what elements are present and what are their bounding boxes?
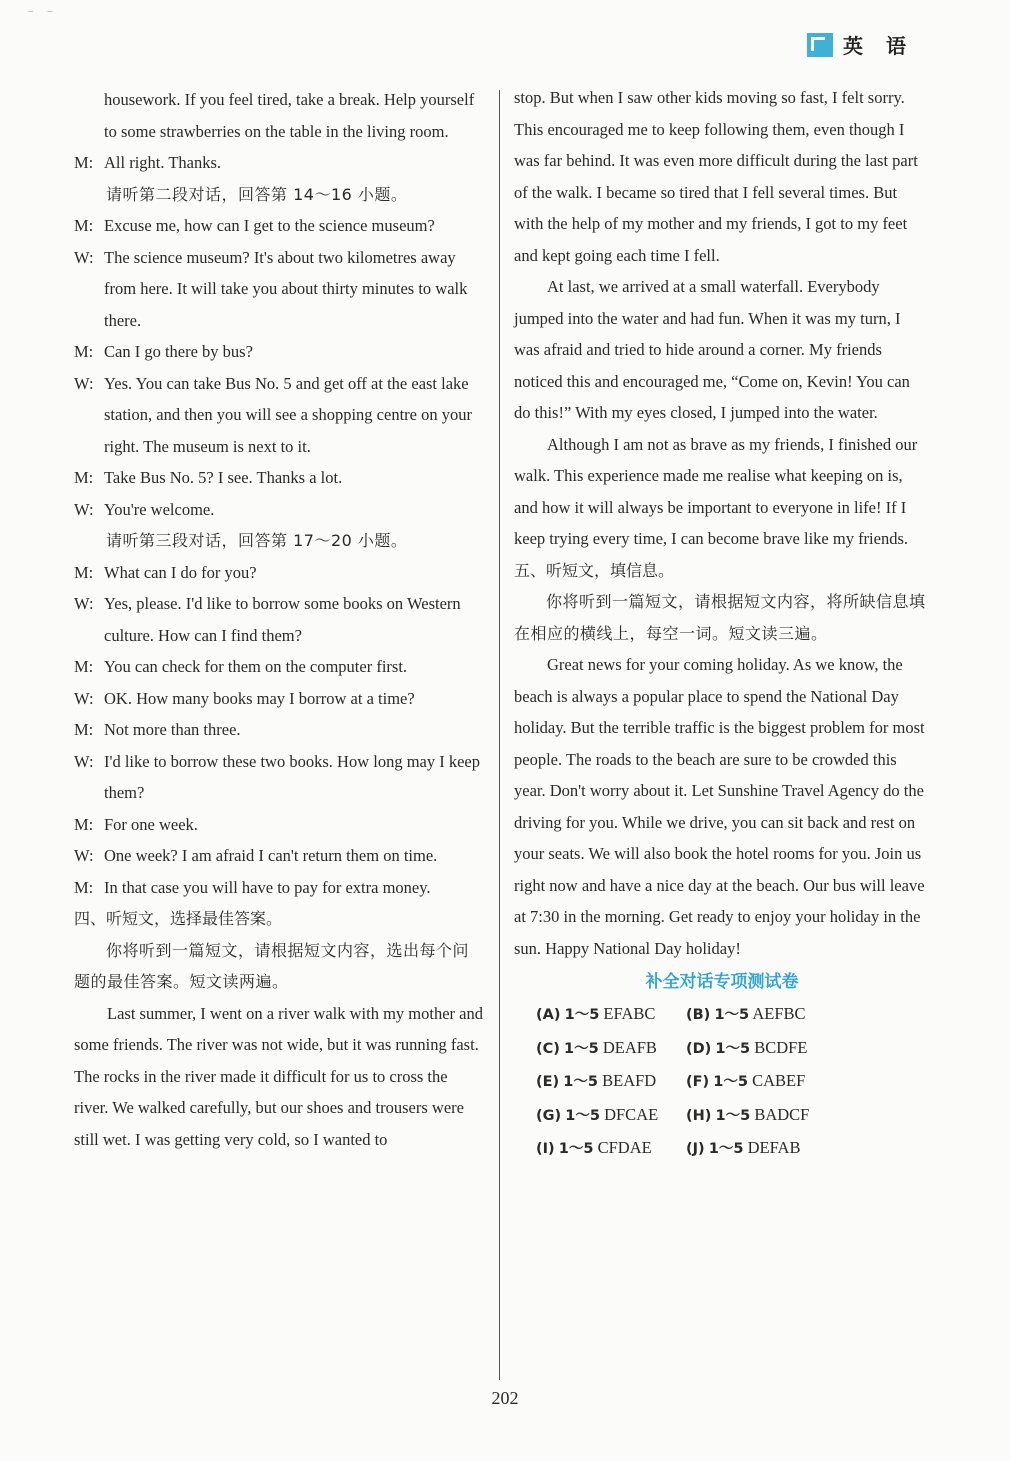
section-heading: 四、听短文，选择最佳答案。: [74, 909, 283, 928]
dialogue-line: [74, 368, 484, 463]
column-divider: [499, 90, 500, 1380]
answer-label: (C): [536, 1040, 560, 1057]
answer-label: (D): [686, 1040, 712, 1057]
answer-item: [536, 1132, 686, 1166]
answer-label: (G): [536, 1107, 562, 1124]
answer-value: CABEF: [752, 1071, 806, 1090]
instruction-text: 请听第三段对话，回答第 17～20 小题。: [106, 531, 408, 550]
speaker-label: W:: [74, 499, 94, 519]
answer-item: [686, 998, 876, 1032]
passage-paragraph: Last summer, I went on a river walk with my mother and some friends. The river was not wide, but it was running fast. The rocks in the river made it difficult for us to cross the river. We walked carefully, but our shoes and trousers were still wet. I was getting very cold, so I wanted to: [74, 1003, 483, 1149]
dialogue-line: [74, 210, 484, 242]
dialogue-line: [74, 714, 484, 746]
dialogue-text: Take Bus No. 5? I see. Thanks a lot.: [104, 468, 343, 487]
dialogue-text: For one week.: [104, 814, 198, 834]
answer-item: [686, 1032, 876, 1066]
answer-item: [536, 998, 686, 1032]
answer-label: (I): [536, 1141, 555, 1157]
dialogue-text: The science museum? It's about two kilometres away from here. It will take you about thirty minutes to walk there.: [104, 247, 468, 330]
answer-range: 1～5: [715, 1107, 751, 1124]
instruction-text: 你将听到一篇短文，请根据短文内容，将所缺信息填在相应的横线上，每空一词。短文读三遍。: [514, 592, 926, 643]
dialogue-text: OK. How many books may I borrow at a time?: [104, 688, 415, 708]
speaker-label: M:: [74, 468, 94, 487]
corner-marks: – –: [28, 6, 59, 17]
answer-value: BADCF: [754, 1104, 810, 1124]
dialogue-line: [74, 588, 484, 651]
answer-range: 1～5: [564, 1040, 599, 1057]
speaker-label: M:: [74, 657, 94, 676]
speaker-label: W:: [74, 846, 94, 865]
speaker-label: M:: [74, 153, 94, 172]
passage-paragraph: stop. But when I saw other kids moving so fast, I felt sorry. This encouraged me to keep following them, even though I was far behind. It was even more difficult during the last part of the walk. I became so tired that I fell several times. But with the help of my mother and my friends, I got to my feet and kept going each time I fell.: [514, 88, 918, 265]
left-column: [74, 84, 484, 1155]
answer-value: DEAFB: [602, 1037, 657, 1057]
subject-title: 英 语: [843, 34, 914, 58]
answer-label: (H): [686, 1107, 712, 1124]
speaker-label: W:: [74, 373, 94, 393]
speaker-label: M:: [74, 877, 94, 897]
answer-value: CFDAE: [597, 1138, 652, 1157]
dialogue-text: One week? I am afraid I can't return them on time.: [104, 846, 438, 865]
answer-value: AEFBC: [752, 1004, 806, 1023]
dialogue-line: [74, 746, 484, 809]
dialogue-text: Can I go there by bus?: [104, 342, 253, 361]
answer-range: 1～5: [565, 1107, 600, 1124]
answer-value: DFCAE: [604, 1104, 659, 1124]
dialogue-text: Not more than three.: [104, 720, 241, 739]
answer-value: BCDFE: [754, 1037, 808, 1057]
speaker-label: W:: [74, 594, 94, 613]
answer-item: [686, 1065, 876, 1099]
right-column: [514, 82, 930, 1166]
speaker-label: M:: [74, 342, 94, 361]
answer-grid: [536, 998, 930, 1166]
dialogue-line: [74, 242, 484, 337]
answer-value: EFABC: [603, 1004, 656, 1023]
answer-range: 1～5: [713, 1074, 748, 1090]
section-heading: 五、听短文，填信息。: [514, 560, 675, 580]
dialogue-line: [74, 147, 484, 179]
dialogue-text: In that case you will have to pay for extra money.: [104, 877, 431, 897]
speaker-label: M:: [74, 814, 94, 834]
answer-range: 1～5: [708, 1141, 744, 1157]
speaker-label: W:: [74, 751, 94, 771]
dialogue-text: You can check for them on the computer first.: [104, 657, 408, 676]
dialogue-line: [74, 651, 484, 683]
answer-range: 1～5: [563, 1074, 598, 1090]
dialogue-text: Yes, please. I'd like to borrow some books on Western culture. How can I find them?: [104, 594, 461, 645]
answer-item: [686, 1099, 876, 1133]
dialogue-text: All right. Thanks.: [104, 153, 222, 172]
dialogue-line: [74, 872, 484, 904]
answer-section-title: 补全对话专项测试卷: [645, 972, 799, 992]
subject-badge-icon: [807, 33, 833, 57]
dialogue-text: What can I do for you?: [104, 562, 257, 582]
dialogue-text: Yes. You can take Bus No. 5 and get off at the east lake station, and then you will see a shopping centre on your right. The museum is next to it.: [104, 373, 472, 456]
dialogue-line: [74, 840, 484, 872]
speaker-label: W:: [74, 688, 94, 708]
answer-range: 1～5: [558, 1141, 594, 1157]
answer-label: (E): [536, 1074, 560, 1090]
answer-label: (J): [686, 1141, 705, 1157]
dialogue-line: [74, 494, 484, 526]
dialogue-line: [74, 336, 484, 368]
speaker-label: M:: [74, 562, 94, 582]
instruction-text: 请听第二段对话，回答第 14～16 小题。: [106, 184, 408, 204]
passage-paragraph: Although I am not as brave as my friends, I finished our walk. This experience made me realise what keeping on is, and how it will always be important to everyone in life! If I keep trying every time, I can become brave like my friends.: [514, 434, 918, 548]
page-header: [807, 30, 914, 59]
dialogue-line: [74, 809, 484, 841]
answer-range: 1～5: [714, 1007, 750, 1023]
speaker-label: W:: [74, 247, 94, 267]
dialogue-line: [74, 683, 484, 715]
answer-item: [686, 1132, 876, 1166]
dialogue-text: You're welcome.: [104, 499, 215, 519]
dialogue-text: Excuse me, how can I get to the science museum?: [104, 216, 435, 235]
dialogue-text: I'd like to borrow these two books. How long may I keep them?: [104, 751, 480, 802]
page-number: 202: [491, 1388, 519, 1408]
speaker-label: M:: [74, 720, 94, 739]
answer-label: (B): [686, 1007, 711, 1023]
answer-label: (A): [536, 1007, 561, 1023]
answer-item: [536, 1065, 686, 1099]
dialogue-line: [74, 462, 484, 494]
answer-value: BEAFD: [602, 1071, 657, 1090]
dialogue-line: [74, 557, 484, 589]
answer-item: [536, 1099, 686, 1133]
answer-label: (F): [686, 1074, 710, 1090]
speaker-label: M:: [74, 216, 94, 235]
answer-value: DEFAB: [747, 1138, 801, 1157]
instruction-text: 你将听到一篇短文，请根据短文内容，选出每个问题的最佳答案。短文读两遍。: [74, 940, 470, 991]
right-column-text: [514, 82, 930, 964]
answer-item: [536, 1032, 686, 1066]
answer-range: 1～5: [564, 1007, 600, 1023]
continued-text: housework. If you feel tired, take a break. Help yourself to some strawberries on the table in the living room.: [104, 90, 475, 141]
passage-paragraph: Great news for your coming holiday. As we know, the beach is always a popular place to spend the National Day holiday. But the terrible traffic is the biggest problem for most people. The roads to the beach are sure to be crowded this year. Don't worry about it. Let Sunshine Travel Agency do the driving for you. While we drive, you can sit back and rest on your seats. We will also book the hotel rooms for you. Join us right now and have a nice day at the beach. Our bus will leave at 7:30 in the morning. Get ready to enjoy your holiday in the sun. Happy National Day holiday!: [514, 655, 925, 958]
answer-range: 1～5: [715, 1040, 751, 1057]
passage-paragraph: At last, we arrived at a small waterfall. Everybody jumped into the water and had fun. When it was my turn, I was afraid and tried to hide around a corner. My friends noticed this and encouraged me, “Come on, Kevin! You can do this!” With my eyes closed, I jumped into the water.: [514, 277, 910, 422]
